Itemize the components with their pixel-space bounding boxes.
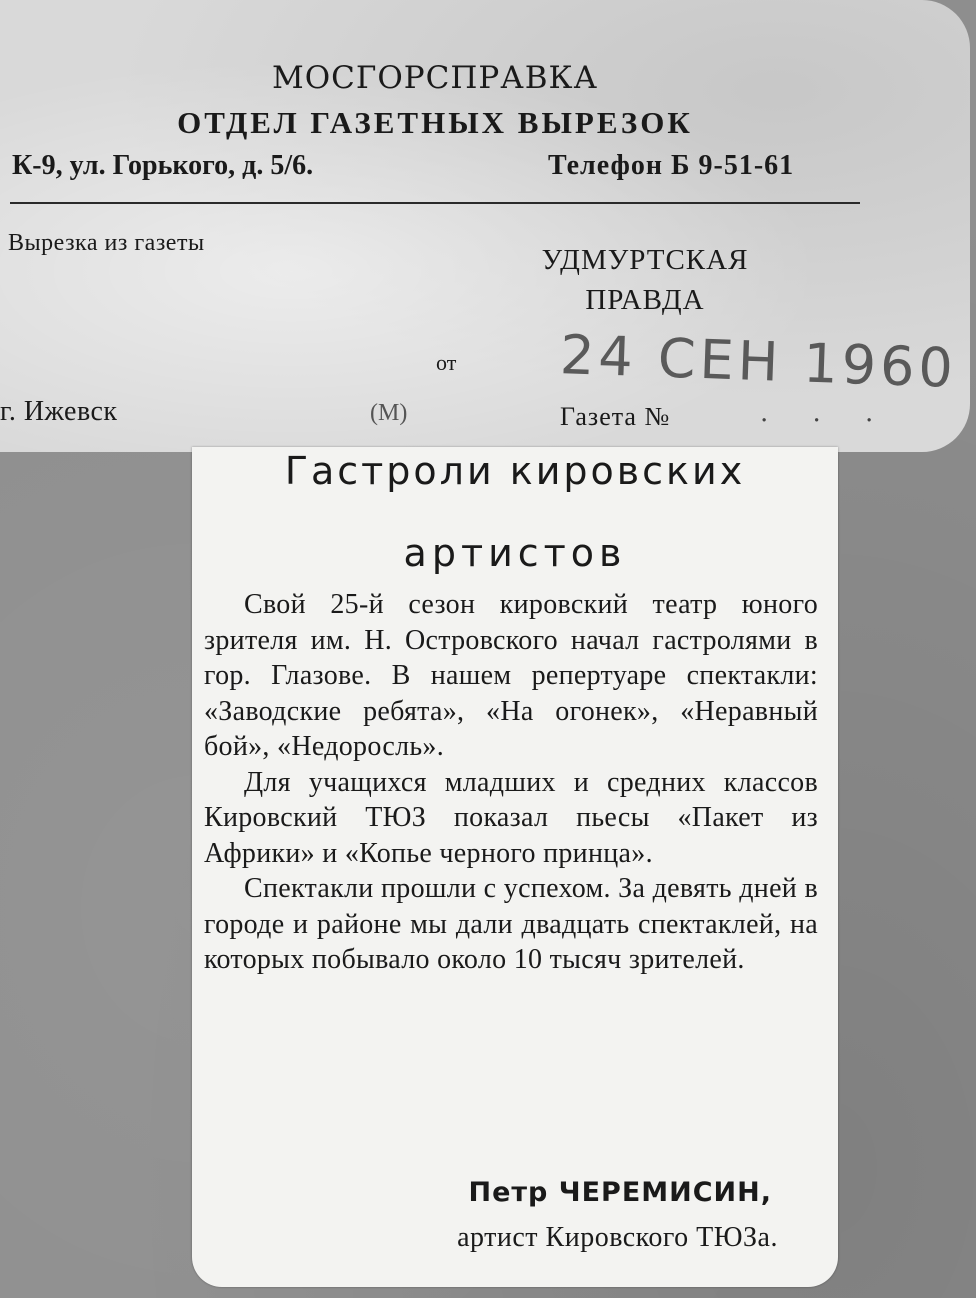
author-role: артист Кировского ТЮЗа.	[457, 1222, 778, 1253]
clipping-service-label	[0, 0, 970, 452]
newspaper-clipping	[192, 447, 838, 1287]
article-paragraph: Свой 25-й сезон кировский театр юного зрителя им. Н. Островского начал гастролями в гор. Глазове. В нашем репертуаре спектакли: «Заводские ребята», «На огонек», «Неравный бой», «Недоросль».	[204, 589, 818, 762]
article-body	[204, 587, 818, 978]
article-paragraph: Для учащихся младших и средних классов Кировский ТЮЗ показал пьесы «Пакет из Африки» и «Копье черного принца».	[204, 766, 818, 869]
author-name: Петр ЧЕРЕМИСИН,	[468, 1177, 772, 1208]
headline-line1: Гастроли кировских	[284, 449, 746, 493]
article-paragraph: Спектакли прошли с успехом. За девять дней в городе и районе мы дали двадцать спектаклей, на которых побывало около 10 тысяч зрителей.	[204, 873, 818, 975]
paper-number-value: . . .	[760, 398, 892, 428]
headline-line2: артистов	[403, 531, 627, 575]
agency-phone: Телефон Б 9-51-61	[548, 150, 795, 181]
paper-number-label: Газета №	[560, 402, 671, 431]
newspaper-name-line1: УДМУРТСКАЯ	[541, 244, 749, 276]
agency-address: К-9, ул. Горького, д. 5/6.	[12, 150, 314, 181]
city-mark: (М)	[370, 400, 408, 426]
newspaper-name-line2: ПРАВДА	[585, 284, 705, 316]
clip-from-label: Вырезка из газеты	[8, 230, 205, 256]
city-name: г. Ижевск	[0, 396, 118, 427]
date-stamp: 24 СЕН 1960	[559, 323, 958, 400]
department-name: ОТДЕЛ ГАЗЕТНЫХ ВЫРЕЗОК	[177, 105, 693, 140]
newspaper-name	[500, 240, 790, 320]
date-from-label: от	[436, 350, 457, 375]
divider-line	[10, 202, 860, 204]
agency-name: МОСГОРСПРАВКА	[271, 60, 598, 96]
